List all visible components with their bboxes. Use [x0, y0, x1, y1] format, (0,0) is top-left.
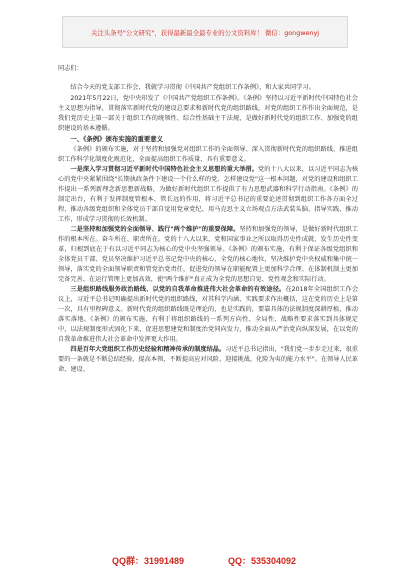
promo-banner-text: 关注头条号"公文研究"，获得最新最全最专业的公文资料库！ 微信：gongwenyj — [90, 28, 320, 37]
point-2-body: 坚持和加强党的领导，是做好新时代组织工作的根本所在。奋斗所在、职责所在。党的十八大以来，党和国家事业之所以取得历史性成就、发生历史性变革，归根到底在于有以习近平同志为核心的党中央坚强领导。《条例》的颁布实施，有利于保证各级党组织和全体党员干部、党员坚决维护习近平总书记党中央的核心、全党的核心地位，坚决维护党中央权威和集中统一领导，落实党的全面领导职责和管党治党责任，促进党的领导在职能配置上更加科学合理、在体制机制上更加完备完善、在运行管理上更加高效，使"两个维护"真正成为全党的思想自觉、党性观念和实际行动。 — [58, 226, 359, 283]
intro-paragraph-1: 结合今天的党支部工作会，我就学习贯彻《中国共产党组织工作条例》，和大家共同学习。 — [70, 84, 315, 91]
section-lead-paragraph: 《条例》的颁布实施，对于坚持和加强党对组织工作的全面领导、深入贯彻新时代党的组织路线，推进组织工作科学化制度化规范化，全面提高组织工作质量，具有重要意义。 — [58, 146, 358, 163]
section-heading: 一、《条例》颁布实施的重要意义 — [70, 135, 164, 143]
promo-banner — [62, 16, 348, 48]
point-2-title: 二是坚持和加强党的全面领导、践行"两个维护"的重要保障。 — [70, 226, 240, 233]
greeting: 同志们： — [58, 65, 83, 72]
point-1-title: 一是深入学习贯彻习近平新时代中国特色社会主义思想的重大举措。 — [70, 166, 259, 173]
point-1-paragraph — [58, 165, 358, 225]
point-2-paragraph — [58, 225, 358, 285]
intro-paragraph-2: 2021年5月22日，党中央印发了《中国共产党组织工作条例》。《条例》坚持以习近平新时代中国特色社会主义思想为指导，贯彻落实新时代党的建设总要求和新时代党的组织路线，对党的组织工作作出全面规范，是我们党历史上第一部关于组织工作的统领性、综合性基础主干法规，是做好新时代党的组织工作、加强党的组织建设的基本遵循。 — [58, 95, 358, 132]
point-4-body: 习近平总书记指出，"我们党一步步走过来，很重要的一条就是不断总结经验、提高本领，不断提高应对风险、迎接挑战、化险为夷的能力水平"。在领导人民革命、建设、 — [58, 346, 358, 373]
point-4-title: 四是百年大党组织工作历史经验和精神传承的制度结晶。 — [70, 346, 226, 353]
point-1-body: 党的十八大以来，以习近平同志为核心的党中央紧紧围绕"长期执政条件下建设一个什么样的党、怎样建设党"这一根本问题，对党的建设和组织工作提出一系列新理念新思想新战略，为做好新时代组织工作提供了有力思想武器和科学行动指南。《条例》的制定出台，有利于发挥制度管根本、管长远的作用，将习近平总书记的重要论述贯彻到组织工作各方面全过程，推动各级党组织和全体党员干部自觉用党章党纪、用马克思主义立场观点方法武装头脑、指导实践、推动工作，形成学习贯彻的长效机制。 — [58, 166, 359, 223]
qq-group-number: QQ群：31991489 — [111, 555, 184, 566]
point-3-body: 在2018年全国组织工作会议上，习近平总书记明确提出新时代党的组织路线，对其科学内涵、实践要求作出概括，这在党的历史上是第一次，具有里程碑意义。新时代党的组织路线既是理论的，也是实践的，要靠具体的法规制度深耕厚植，推动落实落地。《条例》的颁布实施，有利于将组织路线的一系列方向性、全局性、战略性要求落实到具体规定中，以法规制度形式固化下来，促进思想建党和制度治党同向发力，推动全面从严治党向纵深发展，在以党的自我革命推进伟大社会革命中发挥更大作用。 — [58, 286, 359, 343]
point-3-title: 三是组织路线服务政治路线、以党的自我革命推进伟大社会革命的有效途径。 — [70, 286, 286, 293]
point-4-paragraph — [58, 345, 358, 375]
contact-footer — [0, 552, 408, 568]
document-body — [58, 64, 358, 375]
point-3-paragraph — [58, 285, 358, 345]
qq-contact-number: QQ：535304092 — [227, 555, 297, 566]
